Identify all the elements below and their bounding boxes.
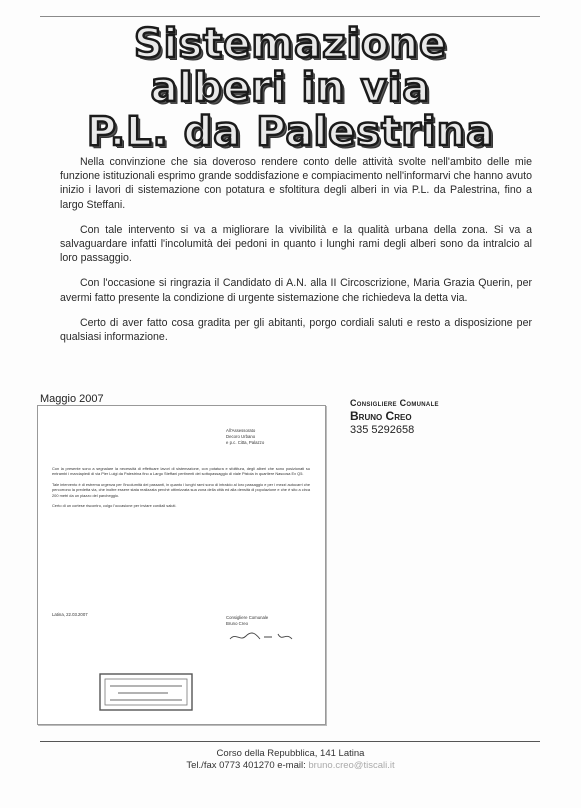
page-title (0, 22, 581, 154)
title-line-3: P.L. da Palestrina (86, 109, 495, 155)
letter-address (226, 428, 264, 446)
letter-address-3: e p.c. Citta, Palazzo (226, 440, 265, 445)
footer-contacts (0, 760, 581, 772)
title-line-2: alberi in via (150, 65, 431, 111)
letter-paragraph-2: Tale intervento è di estrema urgenza per l'incolumità dei passanti, in quanto i lunghi rami sono di intralcio al loro passaggio e per i mezzi autocarri che percorrono la predetta via, che inoltre essere stata realizzata perché ottimizzata sua zona della città ed alla densità di popolazione e che è sito a circa 200 metri da un piazzo del parcheggio. (52, 481, 310, 498)
paragraph-3: Con l'occasione si ringrazia il Candidato di A.N. alla II Circoscrizione, Maria Grazia Querin, per avermi fatto presente la condizione di urgente sistemazione che richiedeva la detta via. (60, 277, 532, 304)
letter-address-2: Decoro Urbano (226, 434, 256, 439)
footer-email-link[interactable]: bruno.creo@tiscali.it (308, 760, 395, 771)
paragraph-2: Con tale intervento si va a migliorare la vivibilità e la qualità urbana della zona. Si va a salvaguardare infatti l'incolumità dei pedoni in quanto i lunghi rami degli alberi sono da intralcio al loro passaggio. (60, 223, 532, 265)
signature-role: Consigliere Comunale (350, 398, 439, 408)
letter-address-1: All'Assessorato (226, 428, 256, 433)
signature-phone: 335 5292658 (350, 424, 415, 436)
letter-signature (226, 615, 268, 627)
letter-signature-role: Consigliere Comunale (226, 615, 269, 620)
handwritten-signature-icon (228, 630, 298, 644)
signature-name: Bruno Creo (350, 409, 412, 423)
embedded-letter-image (37, 405, 326, 725)
letter-signature-name: Bruno Creo (226, 621, 248, 626)
letter-body (52, 466, 310, 513)
footer (0, 748, 581, 772)
signature-block (350, 398, 439, 436)
footer-phone: Tel./fax 0773 401270 e-mail: (186, 760, 309, 771)
paragraph-1: Nella convinzione che sia doveroso rendere conto delle attività svolte nell'ambito delle mie funzione istituzionali esprimo grande soddisfazione e compiacimento nell'informarvi che hanno avuto inizio i lavori di sistemazione con potatura e sfoltitura degli alberi in via P.L. da Palestrina, fino a largo Steffani. (60, 156, 532, 211)
footer-rule (40, 741, 540, 742)
paragraph-4: Certo di aver fatto cosa gradita per gli abitanti, porgo cordiali saluti e resto a disposizione per qualsiasi informazione. (60, 316, 532, 344)
top-rule (40, 16, 540, 17)
letter-paragraph-1: Con la presente sono a segnalare la necessità di effettuare lavori di sistemazione, con potatura e sfoltitura, degli alberi che sono posizionati su entrambi i marciapiedi di via Pier Luigi da Palestrina fino a Largo Steffani pertinenti del sottopassaggio di viale Pistoia in quartiere Nascosa Ex Q5. (52, 466, 310, 477)
document-date: Maggio 2007 (40, 393, 104, 405)
title-line-1: Sistemazione (133, 21, 448, 67)
footer-address: Corso della Repubblica, 141 Latina (216, 748, 365, 759)
letter-date: Latina, 22.03.2007 (52, 612, 88, 617)
letter-paragraph-3: Certo di un cortese riscontro, colgo l'occasione per inviare cordiali saluti. (52, 503, 177, 509)
received-stamp-icon (98, 672, 194, 712)
body-text (60, 155, 532, 355)
